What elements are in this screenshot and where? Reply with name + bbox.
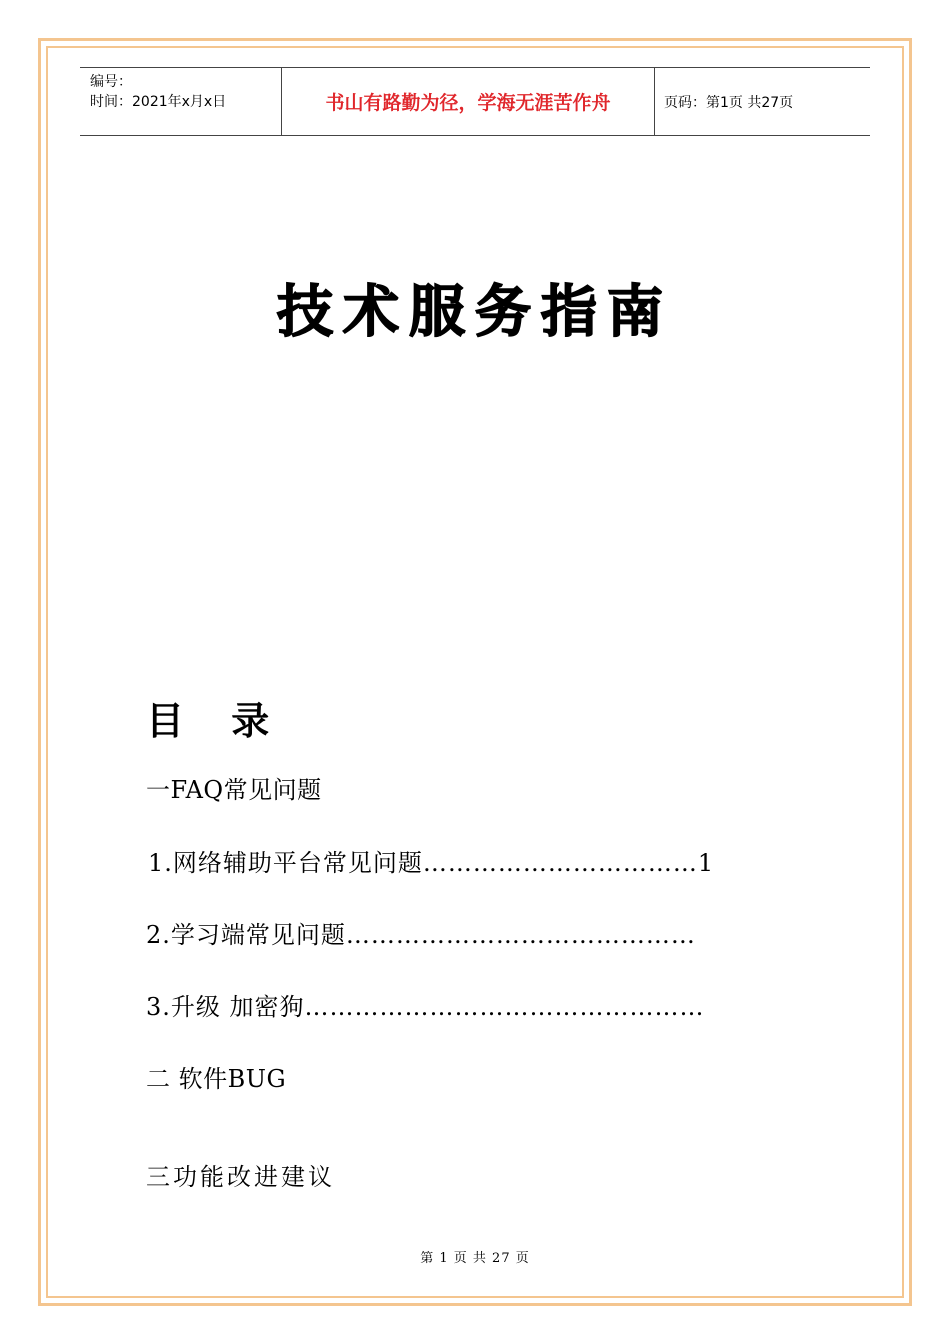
header-motto: 书山有路勤为径，学海无涯苦作舟: [281, 68, 655, 135]
document-title: 技术服务指南: [277, 279, 673, 345]
toc-item-student-faq: 2.学习端常见问题……………………………………: [146, 921, 696, 949]
toc-item-faq: 一FAQ常见问题: [146, 776, 322, 804]
toc-heading: 目 录: [146, 699, 272, 743]
page-border-inner: [46, 46, 904, 1298]
page-footer: 第 1 页 共 27 页: [420, 1251, 530, 1266]
toc-item-software-bug: 二 软件BUG: [146, 1065, 287, 1093]
header-meta: [80, 68, 281, 135]
document-header: [80, 67, 870, 136]
number-label: 编号：: [90, 74, 132, 90]
header-page-code: 页码：第1页 共27页: [664, 94, 794, 111]
toc-item-improvements: 三功能改进建议: [146, 1163, 335, 1191]
time-label: 时间：2021年x月x日: [90, 94, 227, 110]
toc-item-upgrade-dongle: 3.升级 加密狗…………………………………………: [146, 993, 705, 1021]
toc-item-platform-faq: 1.网络辅助平台常见问题……………………………1: [148, 849, 715, 877]
